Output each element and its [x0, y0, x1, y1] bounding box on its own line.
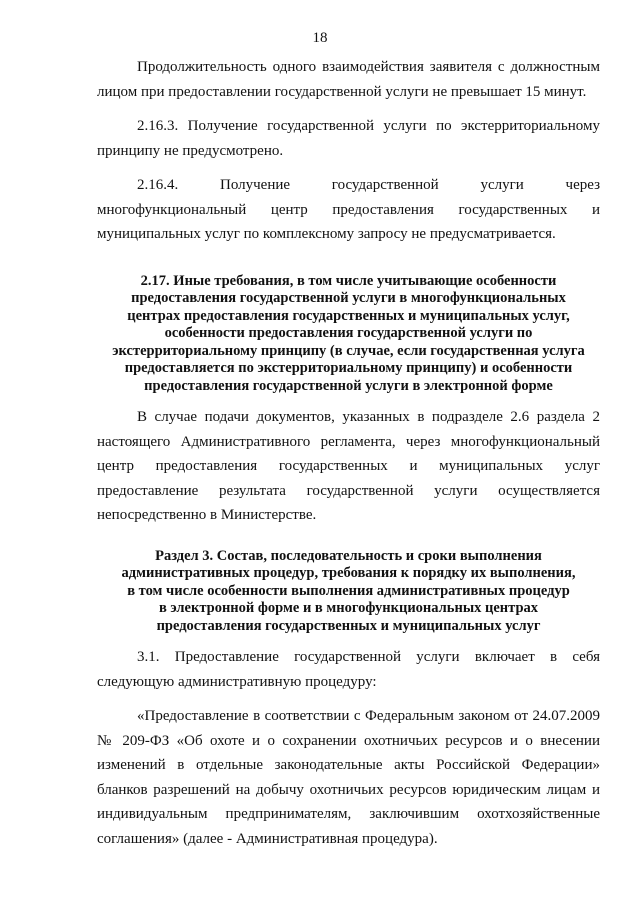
paragraph-2-16-4: 2.16.4. Получение государственной услуги через многофункциональный центр предоставления государственных и муниципальных услуг по комплексному запросу не предусматривается. [97, 177, 600, 242]
section-2-17-heading [97, 273, 600, 396]
paragraph-3-1: 3.1. Предоставление государственной услуги включает в себя следующую административную процедуру: [97, 649, 600, 690]
heading-line: экстерриториальному принципу (в случае, если государственная услуга [112, 342, 585, 359]
paragraph-duration: Продолжительность одного взаимодействия заявителя с должностным лицом при предоставлении государственной услуги не превышает 15 минут. [97, 59, 600, 100]
section-3-heading [97, 548, 600, 636]
paragraph-2-17-text: В случае подачи документов, указанных в подразделе 2.6 раздела 2 настоящего Административного регламента, через многофункциональный центр предоставления государственных и муниципальных услуг предоставление результата государственной услуги осуществляется непосредственно в Министерстве. [97, 409, 600, 523]
heading-line: административных процедур, требования к порядку их выполнения, [121, 565, 576, 581]
heading-line: 2.17. Иные требования, в том числе учитывающие особенности [140, 272, 557, 289]
paragraph-2-16-3: 2.16.3. Получение государственной услуги по экстерриториальному принципу не предусмотрено. [97, 118, 600, 159]
heading-line: центрах предоставления государственных и муниципальных услуг, [127, 307, 570, 324]
heading-line: предоставления государственной услуги в электронной форме [144, 377, 553, 394]
heading-line: Раздел 3. Состав, последовательность и сроки выполнения [155, 547, 542, 564]
heading-line: предоставления государственной услуги в многофункциональных [131, 290, 566, 306]
page-content [97, 55, 600, 851]
heading-line: предоставления государственных и муниципальных услуг [156, 617, 541, 634]
heading-line: предоставляется по экстерриториальному принципу) и особенности [124, 360, 573, 376]
page-number: 18 [312, 30, 328, 46]
paragraph-procedure: «Предоставление в соответствии с Федеральным законом от 24.07.2009 № 209-ФЗ «Об охоте и о сохранении охотничьих ресурсов и о внесении изменений в отдельные законодательные акты Российской Федерации» бланков разрешений на добычу охотничьих ресурсов юридическим лицам и индивидуальным предпринимателям, заключившим охотхозяйственные соглашения» (далее - Административная процедура). [97, 708, 600, 847]
heading-line: особенности предоставления государственной услуги по [164, 325, 533, 341]
heading-line: в электронной форме и в многофункциональных центрах [158, 600, 539, 616]
heading-line: в том числе особенности выполнения административных процедур [127, 582, 570, 599]
